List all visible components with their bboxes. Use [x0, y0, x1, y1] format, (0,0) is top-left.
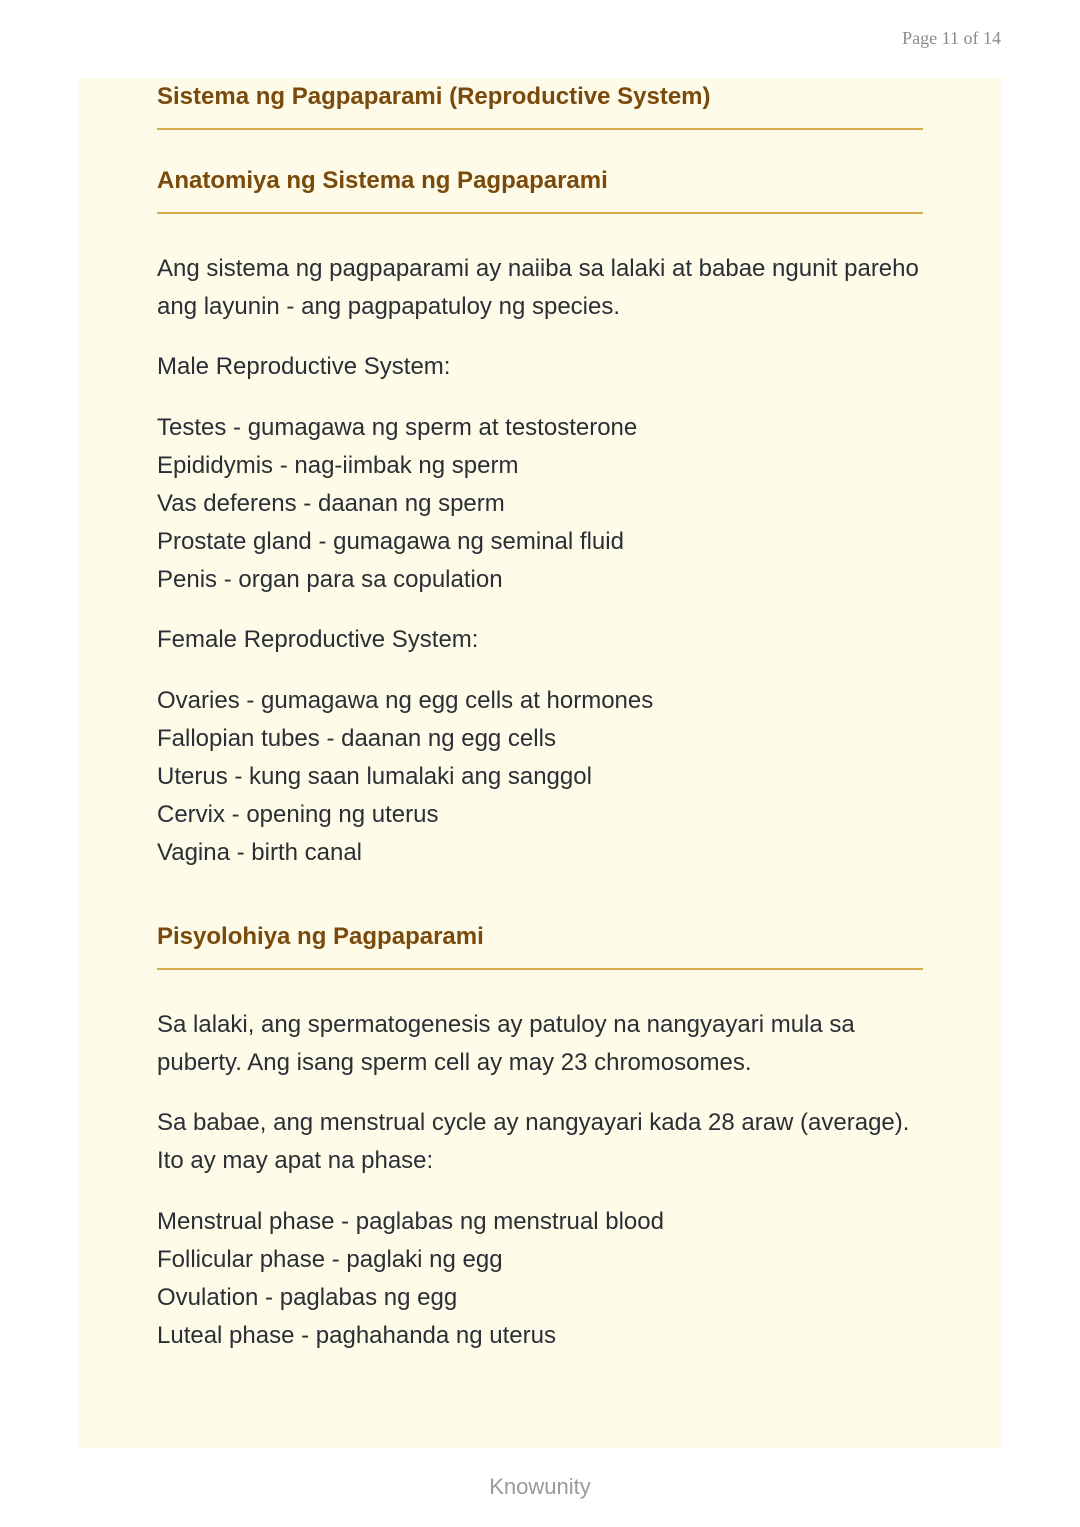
- list-item: Vas deferens - daanan ng sperm: [157, 490, 505, 517]
- list-item: Ovulation - paglabas ng egg: [157, 1284, 458, 1311]
- list-item: Follicular phase - paglaki ng egg: [157, 1246, 503, 1273]
- list-item: Uterus - kung saan lumalaki ang sanggol: [157, 763, 592, 790]
- list-item: Prostate gland - gumagawa ng seminal fluid: [157, 528, 624, 555]
- female-organ-list: [157, 682, 923, 872]
- list-item: Ovaries - gumagawa ng egg cells at hormones: [157, 687, 654, 714]
- female-system-label: Female Reproductive System:: [157, 626, 479, 653]
- male-organ-list: [157, 409, 923, 599]
- male-system-label: Male Reproductive System:: [157, 353, 451, 380]
- physiology-male-text: Sa lalaki, ang spermatogenesis ay patuloy na nangyayari mula sa puberty. Ang isang sperm cell ay may 23 chromosomes.: [157, 1011, 855, 1076]
- list-item: Epididymis - nag-iimbak ng sperm: [157, 452, 519, 479]
- list-item: Testes - gumagawa ng sperm at testosterone: [157, 414, 638, 441]
- content-card: [79, 78, 1001, 1448]
- physiology-female-text: Sa babae, ang menstrual cycle ay nangyayari kada 28 araw (average). Ito ay may apat na phase:: [157, 1109, 910, 1174]
- list-item: Vagina - birth canal: [157, 839, 363, 866]
- anatomy-heading: Anatomiya ng Sistema ng Pagpaparami: [157, 164, 923, 214]
- physiology-heading: Pisyolohiya ng Pagpaparami: [157, 920, 923, 970]
- menstrual-phase-list: [157, 1203, 923, 1355]
- footer-brand: Knowunity: [489, 1474, 591, 1499]
- list-item: Fallopian tubes - daanan ng egg cells: [157, 725, 556, 752]
- list-item: Cervix - opening ng uterus: [157, 801, 439, 828]
- content-column: [157, 78, 923, 1355]
- list-item: Menstrual phase - paglabas ng menstrual blood: [157, 1208, 664, 1235]
- list-item: Penis - organ para sa copulation: [157, 566, 503, 593]
- page-title: Sistema ng Pagpaparami (Reproductive System): [157, 80, 923, 130]
- page-number: Page 11 of 14: [902, 28, 1001, 48]
- list-item: Luteal phase - paghahanda ng uterus: [157, 1322, 556, 1349]
- anatomy-intro: Ang sistema ng pagpaparami ay naiiba sa lalaki at babae ngunit pareho ang layunin - ang pagpapatuloy ng species.: [157, 255, 919, 320]
